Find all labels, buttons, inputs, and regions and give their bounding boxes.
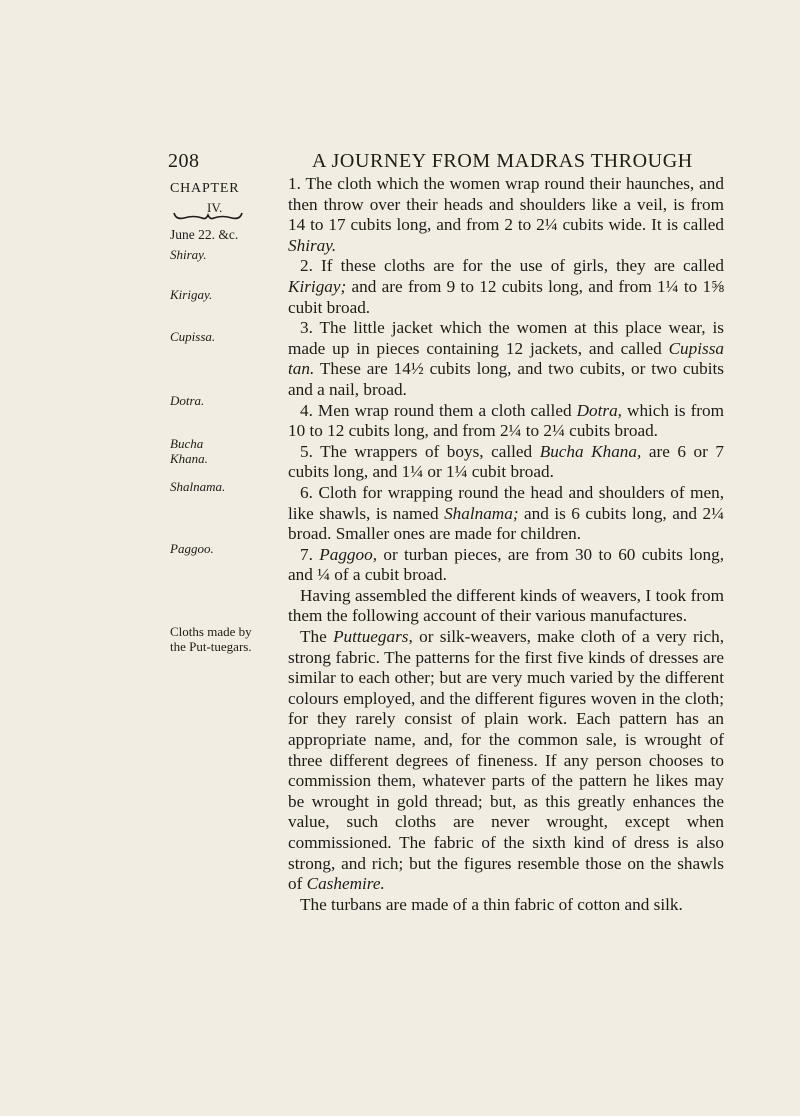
margin-note-shalnama: Shalnama. <box>170 479 226 494</box>
paragraph-2: 2. If these cloths are for the use of girls, they are called Kirigay; and are from 9 to 12 cubits long, and from 1¼ to 1⅝ cubit broad. <box>288 256 724 317</box>
margin-note-paggoo: Paggoo. <box>170 541 214 556</box>
paragraph-8: Having assembled the different kinds of weavers, I took from them the following account of their various manufactures. <box>288 585 724 626</box>
margin-note-kirigay: Kirigay. <box>170 287 213 302</box>
running-head: A JOURNEY FROM MADRAS THROUGH <box>312 150 693 172</box>
paragraph-10: The turbans are made of a thin fabric of cotton and silk. <box>300 894 683 914</box>
margin-note-cupissa: Cupissa. <box>170 329 216 344</box>
margin-note-dotra: Dotra. <box>170 393 205 408</box>
paragraph-6: 6. Cloth for wrapping round the head and shoulders of men, like shawls, is named Shalnama; and is 6 cubits long, and 2¼ broad. Smaller ones are made for children. <box>288 482 724 544</box>
paragraph-4: 4. Men wrap round them a cloth called Dotra, which is from 10 to 12 cubits long, and from 2¼ to 2¼ cubits broad. <box>288 400 724 441</box>
margin-date: June 22. &c. <box>170 227 239 242</box>
chapter-number: IV. <box>207 200 223 215</box>
page-number: 208 <box>168 150 200 172</box>
paragraph-1: 1. The cloth which the women wrap round their haunches, and then throw over their heads and shoulders like a veil, is from 14 to 17 cubits long, and from 2 to 2¼ cubits wide. It is called Shiray. <box>288 174 724 255</box>
paragraph-5: 5. The wrappers of boys, called Bucha Khana, are 6 or 7 cubits long, and 1¼ or 1¼ cubit broad. <box>288 441 724 482</box>
paragraph-7: 7. Paggoo, or turban pieces, are from 30 to 60 cubits long, and ¼ of a cubit broad. <box>288 544 725 585</box>
chapter-label: CHAPTER <box>170 181 240 196</box>
margin-note-shiray: Shiray. <box>170 247 207 262</box>
paragraph-3: 3. The little jacket which the women at this place wear, is made up in pieces containing 12 jackets, and called Cupissa tan. These are 14½ cubits long, and two cubits, or two cubits and a nail, broad. <box>288 318 724 399</box>
body-text <box>288 174 724 915</box>
paragraph-9: The Puttuegars, or silk-weavers, make cloth of a very rich, strong fabric. The patterns for the first five kinds of dresses are similar to each other; but are very much varied by the different colours employed, and the different figures woven in the cloth; for they rarely consist of plain work. Each pattern has an appropriate name, and, for the common sale, is wrought of three different degrees of fineness. If any person chooses to commission them, whatever parts of the pattern he likes may be wrought in gold thread; but, as this greatly enhances the value, such cloths are never wrought, except when commissioned. The fabric of the sixth kind of dress is also strong, and rich; but the figures resemble those on the shawls of Cashemire. <box>288 627 724 894</box>
chapter-brace-ornament <box>172 211 244 223</box>
margin-note-bucha-khana: Bucha Khana. <box>170 436 208 466</box>
margin-note-cloths-puttuegars: Cloths made by the Put-tuegars. <box>170 624 252 654</box>
